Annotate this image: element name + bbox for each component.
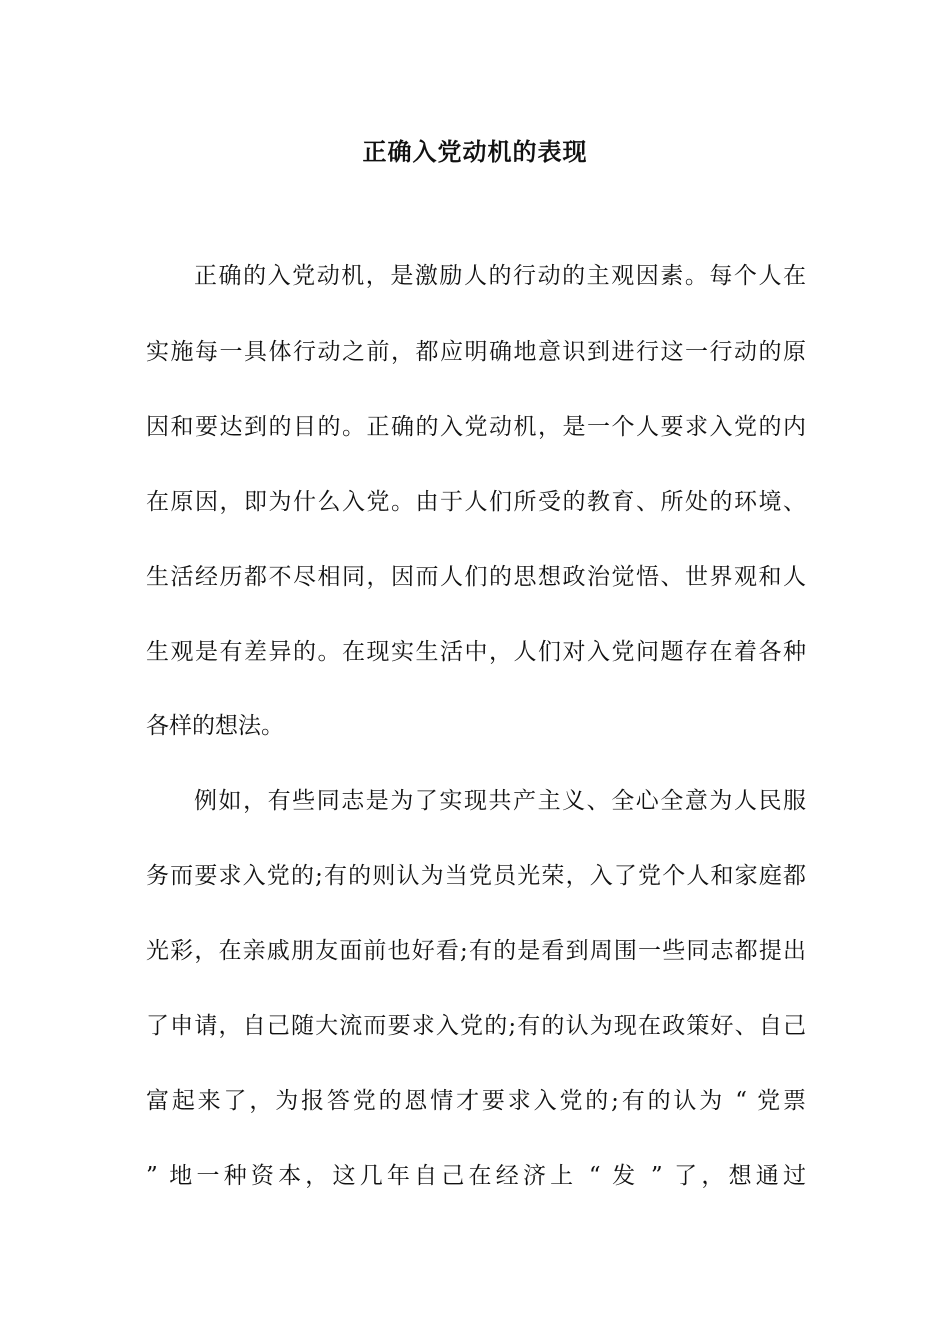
paragraph-1-line-3: 因和要达到的目的。正确的入党动机，是一个人要求入党的内 [146, 414, 806, 440]
paragraph-2-line-4: 了申请，自己随大流而要求入党的;有的认为现在政策好、自己 [146, 1013, 806, 1039]
paragraph-2-line-2: 务而要求入党的;有的则认为当党员光荣，入了党个人和家庭都 [146, 863, 806, 889]
paragraph-2-line-3: 光彩，在亲戚朋友面前也好看;有的是看到周围一些同志都提出 [146, 938, 806, 964]
paragraph-1-line-2: 实施每一具体行动之前，都应明确地意识到进行这一行动的原 [146, 339, 806, 365]
paragraph-1-line-5: 生活经历都不尽相同，因而人们的思想政治觉悟、世界观和人 [146, 564, 806, 590]
paragraph-1-line-7: 各样的想法。 [146, 713, 284, 739]
paragraph-1-line-1: 正确的入党动机，是激励人的行动的主观因素。每个人在 [194, 263, 806, 289]
document-title: 正确入党动机的表现 [362, 137, 588, 166]
paragraph-2-line-6: ” 地一种资本，这几年自己在经济上 “ 发 ” 了，想通过 [146, 1163, 806, 1189]
paragraph-1-line-4: 在原因，即为什么入党。由于人们所受的教育、所处的环境、 [146, 489, 806, 515]
paragraph-1-line-6: 生观是有差异的。在现实生活中，人们对入党问题存在着各种 [146, 639, 806, 665]
paragraph-2-line-1: 例如，有些同志是为了实现共产主义、全心全意为人民服 [194, 788, 806, 814]
paragraph-2-line-5: 富起来了，为报答党的恩情才要求入党的;有的认为 “ 党票 [146, 1088, 806, 1114]
